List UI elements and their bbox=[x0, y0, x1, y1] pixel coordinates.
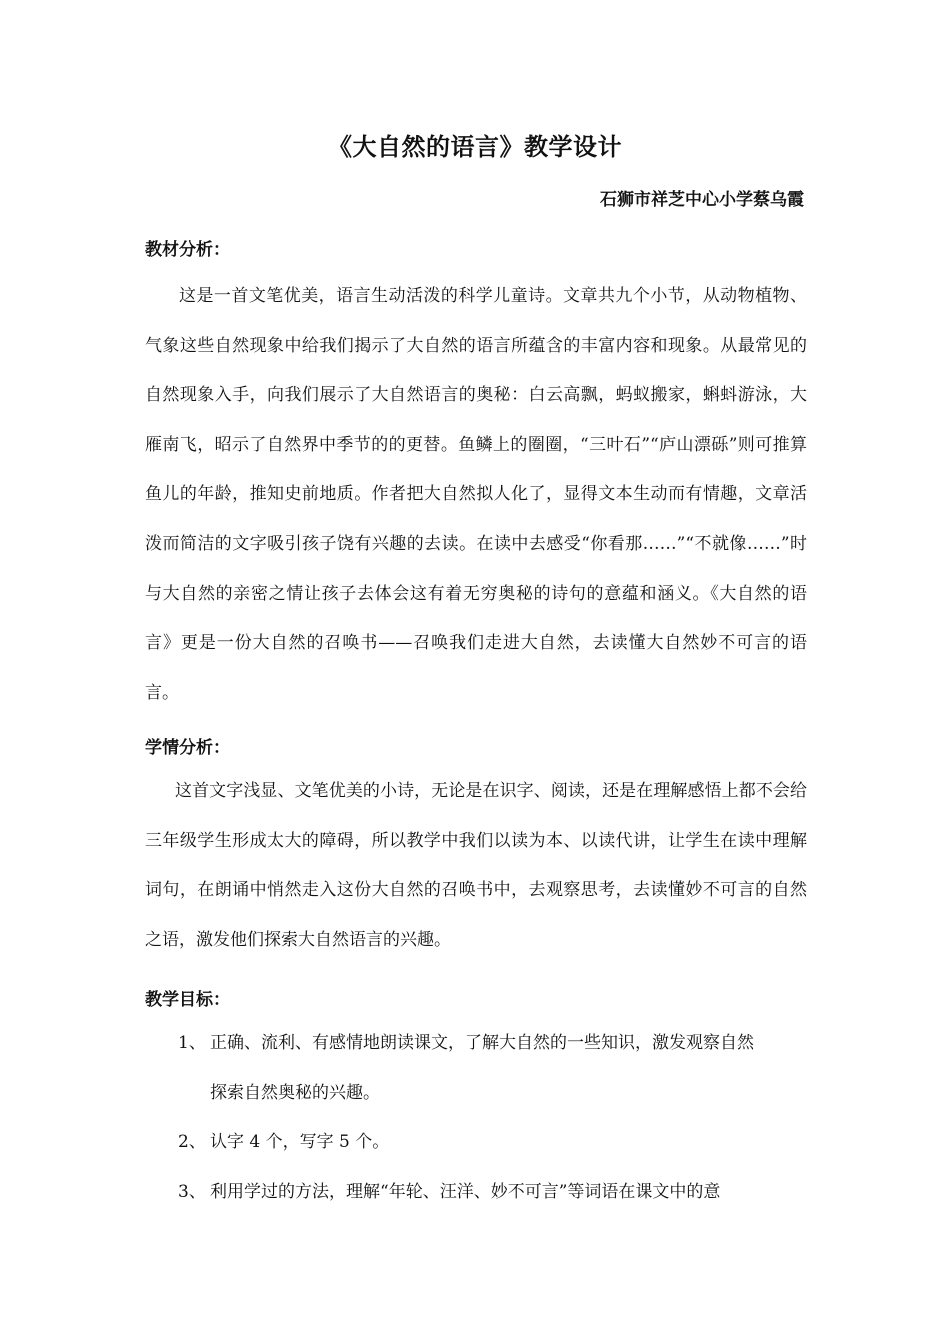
goal-number: 2、 bbox=[178, 1132, 206, 1152]
student-analysis-paragraph: 这首文字浅显、文笔优美的小诗，无论是在识字、阅读，还是在理解感悟上都不会给三年级学生形成太大的障碍，所以教学中我们以读为本、以读代讲，让学生在读中理解词句，在朗诵中悄然走入这份大自然的召唤书中，去观察思考，去读懂妙不可言的自然之语，激发他们探索大自然语言的兴趣。 bbox=[145, 781, 807, 950]
goal-text-line1: 正确、流利、有感情地朗读课文，了解大自然的一些知识，激发观察自然 bbox=[210, 1033, 754, 1053]
goal-text-line2: 探索自然奥秘的兴趣。 bbox=[210, 1082, 380, 1103]
author-line: 石狮市祥芝中心小学蔡乌霞 bbox=[600, 190, 804, 210]
document-title: 《大自然的语言》教学设计 bbox=[328, 132, 622, 161]
goal-number: 3、 bbox=[178, 1182, 206, 1202]
goal-item-1 bbox=[178, 1019, 808, 1118]
section-heading-teaching-goals: 教学目标： bbox=[145, 990, 230, 1010]
goal-text-line1: 利用学过的方法，理解“年轮、汪洋、妙不可言”等词语在课文中的意 bbox=[210, 1182, 721, 1202]
section-heading-textbook-analysis: 教材分析： bbox=[145, 240, 230, 260]
section-heading-student-analysis: 学情分析： bbox=[145, 738, 230, 758]
goal-text-line1: 认字 4 个，写字 5 个。 bbox=[210, 1132, 390, 1152]
goal-item-2 bbox=[178, 1118, 808, 1168]
textbook-analysis-paragraph: 这是一首文笔优美，语言生动活泼的科学儿童诗。文章共九个小节，从动物植物、气象这些自然现象中给我们揭示了大自然的语言所蕴含的丰富内容和现象。从最常见的自然现象入手，向我们展示了大自然语言的奥秘：白云高飘，蚂蚁搬家，蝌蚪游泳，大雁南飞，昭示了自然界中季节的的更替。鱼鳞上的圈圈，“三叶石”“庐山漂砾”则可推算鱼儿的年龄，推知史前地质。作者把大自然拟人化了，显得文本生动而有情趣，文章活泼而简洁的文字吸引孩子饶有兴趣的去读。在读中去感受“你看那……”“不就像……”时与大自然的亲密之情让孩子去体会这有着无穷奥秘的诗句的意蕴和涵义。《大自然的语言》更是一份大自然的召唤书——召唤我们走进大自然，去读懂大自然妙不可言的语言。 bbox=[145, 286, 807, 703]
goal-number: 1、 bbox=[178, 1033, 206, 1053]
goal-item-3 bbox=[178, 1168, 808, 1218]
